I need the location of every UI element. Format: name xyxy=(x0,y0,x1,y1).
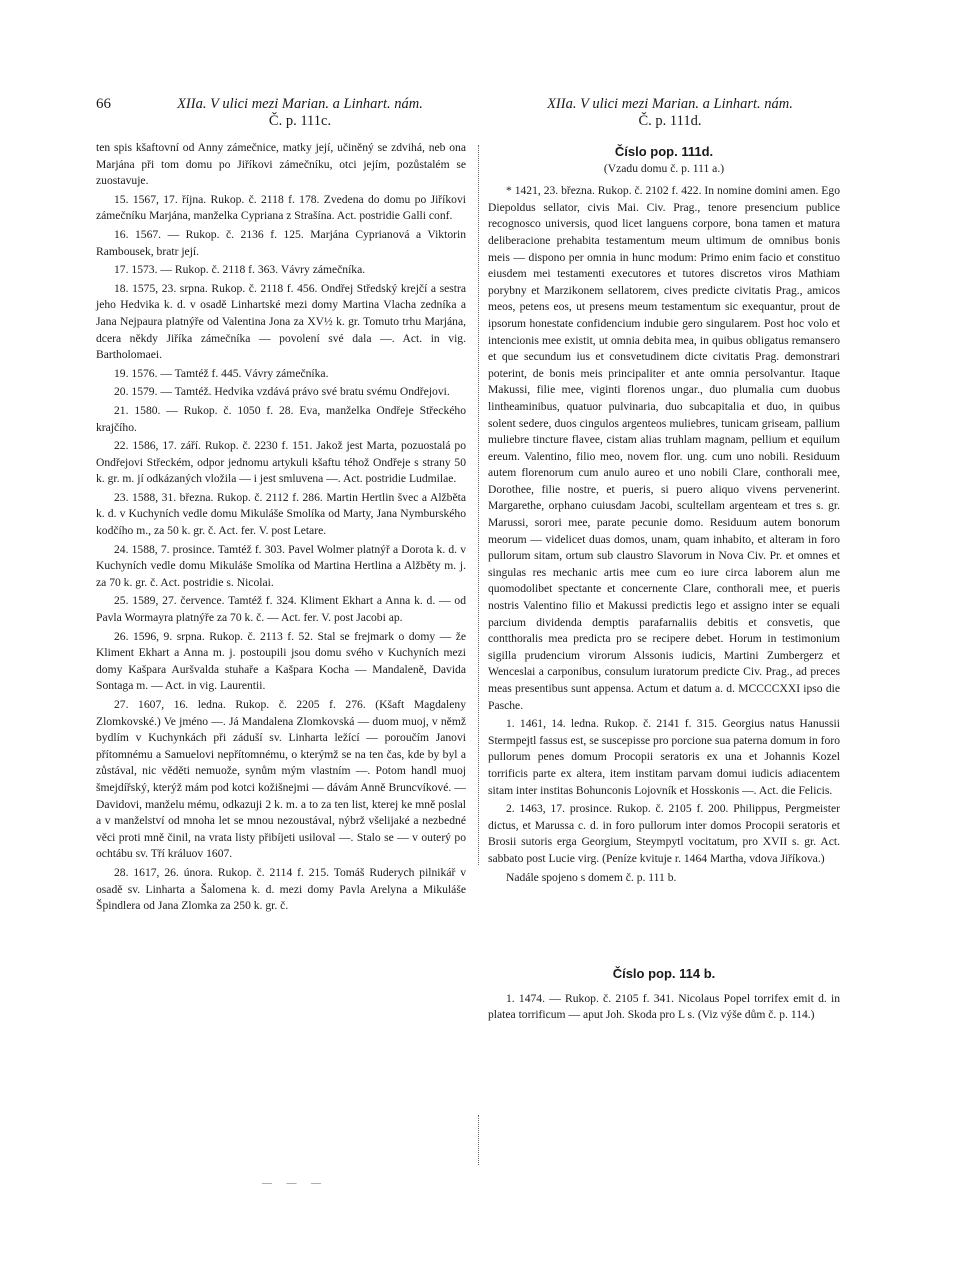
page-number: 66 xyxy=(96,96,111,112)
right-column xyxy=(488,140,840,1026)
header-right-house-number: Č. p. 111d. xyxy=(638,113,702,129)
column-divider-lower xyxy=(478,1115,479,1165)
paragraph: ten spis kšaftovní od Anny zámečnice, matky její, učiněný se zdvihá, neb ona Marjána při tom domu po Jiříkovi zámečníku, otci jejím, pozůstalém se zuostavuje. xyxy=(96,141,466,188)
paragraph: 21. 1580. — Rukop. č. 1050 f. 28. Eva, manželka Ondřeje Střeckého krajčího. xyxy=(96,403,466,434)
paragraph: 26. 1596, 9. srpna. Rukop. č. 2113 f. 52. Stal se frejmark o domy — že Kliment Ekhart a Anna m. j. postoupili jsou domu svého v Kuchyních mezi domy Kašpara Auršvalda stuhaře a Kašpara Kocha — Mandaleně, Davida Sontaga m. — Act. in vig. Laurentii. xyxy=(96,629,466,693)
column-divider xyxy=(478,145,479,865)
paragraph: 18. 1575, 23. srpna. Rukop. č. 2118 f. 456. Ondřej Středský krejčí a sestra jeho Hedvika k. d. v osadě Linhartské mezi domy Martina Vlacha zedníka a Jana Nejpaura platnýře od Valentina Jona za XV½ k. gr. Tomuto trhu Marjána, dcera někdy Jiříka zámečníka — povolení své dala —. Act. in vig. Bartholomaei. xyxy=(96,281,466,362)
paragraph: 28. 1617, 26. února. Rukop. č. 2114 f. 215. Tomáš Ruderych pilnikář v osadě sv. Linharta a Šalomena k. d. mezi domy Pavla Arelyna a Mikuláše Špindlera od Jana Zlomka za 250 k. gr. č. xyxy=(96,865,466,913)
paragraph: Nadále spojeno s domem č. p. 111 b. xyxy=(506,870,677,884)
section-subtitle: (Vzadu domu č. p. 111 a.) xyxy=(603,161,725,175)
paragraph: 27. 1607, 16. ledna. Rukop. č. 2205 f. 276. (Kšaft Magdaleny Zlomkovské.) Ve jméno —. Já Mandalena Zlomkovská — duom muoj, v němž bydlím v Kuchynkách při záduší sv. Linharta ležící — poroučím Janovi přítomnému a Samuelovi nepřítomnému, o kterýmž se na ten čas, kde by byl a zůstával, nic věděti nemuože, synům mým vlastním —. Potom handl muoj šmejdířský, kterýž mám pod kotci kožišnejmi — dávám Anně Bruncvíkové. — Davidovi, manželu mému, odkazuji 2 k. m. a to za ten list, kterej ke mně poslal a v manželství od mnoha let se mnou nezoustával, nýbrž všelijaké a nezbedné věci proti mně činil, na vrata listy přibíjeti usiloval —. Stalo se — v outerý po ochtábu sv. Tří králuov 1607. xyxy=(96,698,466,861)
running-header-left xyxy=(150,96,450,130)
left-column xyxy=(96,140,466,917)
header-left-house-number: Č. p. 111c. xyxy=(268,113,332,129)
running-header-right xyxy=(500,96,840,130)
paragraph: 16. 1567. — Rukop. č. 2136 f. 125. Marjána Cyprianová a Viktorin Rambousek, bratr její. xyxy=(96,227,466,258)
header-left-street: XIIa. V ulici mezi Marian. a Linhart. nám. xyxy=(177,96,423,112)
spacer xyxy=(488,983,840,991)
paragraph: 25. 1589, 27. července. Tamtéž f. 324. Kliment Ekhart a Anna k. d. — od Pavla Wormayra platnýře za 70 k. č. — Act. fer. V. post Jacobi ap. xyxy=(96,594,466,625)
paragraph: 23. 1588, 31. března. Rukop. č. 2112 f. 286. Martin Hertlin švec a Alžběta k. d. v Kuchyních vedle domu Mikuláše Smolíka od Marty, Jana Nymburského kodčího m., za 50 k. gr. č. Act. fer. V. post Letare. xyxy=(96,490,466,538)
paragraph: 2. 1463, 17. prosince. Rukop. č. 2105 f. 200. Philippus, Pergmeister dictus, et Marussa c. d. in foro pullorum inter domos Procopii seratoris et Brosii sutoris erga Georgium, Steympytl vocitatum, pro XVII s. gr. Act. sabbato post Lucie virg. (Peníze kvituje r. 1464 Martha, vdova Jiříkova.) xyxy=(488,802,840,865)
paragraph: 19. 1576. — Tamtéž f. 445. Vávry zámečníka. xyxy=(114,366,329,380)
section-title: Číslo pop. 114 b. xyxy=(612,966,716,982)
paragraph: 22. 1586, 17. září. Rukop. č. 2230 f. 151. Jakož jest Marta, pozuostalá po Ondřejovi Střeckém, odpor jednomu artykuli kšaftu téhož Ondřeje s strany 50 k. gr. m. jí odkázaných vložila — i jest smluvena —. Act. postridie Ludmilae. xyxy=(96,439,466,486)
paragraph: * 1421, 23. března. Rukop. č. 2102 f. 422. In nomine domini amen. Ego Diepoldus sellator, civis Mai. Civ. Prag., tenore presencium publice recognosco universis, quod licet languens corpore, bona tamen et matura deliberacione prehabita testamentum meum ultimum de omnibus bonis meis — dispono per omnia in hunc modum: Primo enim facio et constituo eiusdem mei testamenti executores et tutores discretos viros Mathiam porybny et Marzikonem sellatorem, cives predicte civitatis Prag., amicos meos, petens eos, ut presens meum testamentum sic exequantur, prout de ipsorum honestate confidencium indubie gero singularem. Post hoc volo et intencionis mee existit, ut omnia debita mea, in quibus obligatus remansero et que secundum ius et consvetudinem dicte civitatis Prag. demonstrari poterint, de bonis meis principaliter et ante omnia persolvantur. Itaque Makussi, filie mee, viginti florenos ungar., duo plumalia cum duobus lintheaminibus, quatuor pulvinaria, duo subcapitalia et duo, in quibus solent sedere, duos cingulos argenteos muliebres, tunicam griseam, pallium muliebre tincture flavee, cistam alias truhlam magnam, pellium et equilum ereum. Valentino, filio meo, novem flor. ung. cum uno nobili. Residuum autem florenorum cum anulo aureo et uno nobili Clare, conthorali mee, Dorothee, filie nostre, et pueris, si puero aliquo vivens pervenerint. Margarethe, orphano cuiusdam Jacobi, scultellam argenteam et tres s. gr. Marussi, sorori mee, parate pecunie domo. Residuum autem bonorum meorum — videlicet duas domos, unam, quam inhabito, et alteram in foro pullorum sitam, ortum sub claustro Slavorum in Nova Civ. Pr. et omnes et singulas res mechanic artis mee cum eo iure circa laborem alun me quomodolibet spectante et concernente Clare, conthorali mee, et pueris nostris Valentino filio et Makussi predictis lego et assigno inter se equali parcium dividenda demptis parafarnaliis debitis et consvetis, que contthoralis mea predicta pro se recipere debet. Horum in testimonium sigilla prudencium virorum Alssonis iudicis, Martini Zumbergerz et Wenceslai a carponibus, consulum iuratorum predicte Civ. Prag., ad preces meas presentibus sunt appensa. Actum et datum a. d. MCCCCXXI ipso die Pasche. xyxy=(488,184,840,712)
paragraph: 17. 1573. — Rukop. č. 2118 f. 363. Vávry zámečníka. xyxy=(114,263,366,277)
paragraph: 1. 1461, 14. ledna. Rukop. č. 2141 f. 315. Georgius natus Hanussii Stermpejtl fassus est, se suscepisse pro porcione sua paterna domum in foro pullorum penes domum Procopii seratoris ex una et Johannis Kozel torrificis parte ex altera, item institam parvam domui iudicis adiacentem sitam inter institas Bohunconis Lojovník et Hosskonis —. Act. die Felicis. xyxy=(488,717,840,797)
paragraph: 1. 1474. — Rukop. č. 2105 f. 341. Nicolaus Popel torrifex emit d. in platea torrificum — aput Joh. Skoda pro L s. (Viz výše dům č. p. 114.) xyxy=(488,991,840,1022)
end-mark: — — — xyxy=(262,1178,327,1189)
paragraph: 24. 1588, 7. prosince. Tamtéž f. 303. Pavel Wolmer platnýř a Dorota k. d. v Kuchyních vedle domu Mikuláše Smolíka od Martina Hertlina a Alžběty m. j. za 70 k. gr. č. Act. postridie s. Nicolai. xyxy=(96,542,466,589)
paragraph: 20. 1579. — Tamtéž. Hedvika vzdává právo své bratu svému Ondřejovi. xyxy=(114,385,450,399)
section-title: Číslo pop. 111d. xyxy=(614,144,714,159)
section-gap xyxy=(488,888,840,962)
paragraph: 15. 1567, 17. října. Rukop. č. 2118 f. 178. Zvedena do domu po Jiříkovi zámečníku Marjána, manželka Cypriana z Strašína. Act. postridie Galli conf. xyxy=(96,192,466,223)
header-right-street: XIIa. V ulici mezi Marian. a Linhart. nám. xyxy=(547,96,793,112)
